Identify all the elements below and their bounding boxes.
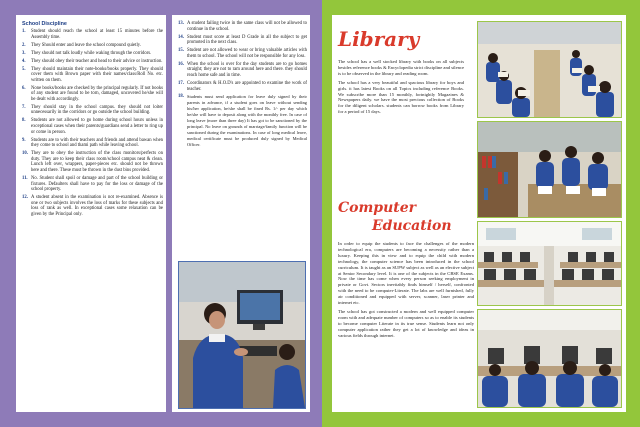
discipline-rule	[178, 21, 307, 32]
rule-text: They are to obey the instruction of the class monitors/perfects on duty. They are to keep their class room/school campus neat & clean. Lunch left over, wrappers, paper-pieces etc. should not be thrown here and there. These must be thrown in the dust bins provided.	[31, 151, 163, 173]
students-using-computer-photo	[178, 261, 306, 409]
discipline-column-2	[172, 15, 310, 412]
discipline-rule	[178, 62, 307, 79]
rule-text: Students must send application for leave duly signed by their parents in advance, if a student goes on leave without sending his/her application, he/she shall be fined Rs. 1/- per day which he/she will have to deposit along with the monthly free. In case of long leave (more than three day) It has got to be sanctioned by the principal. No leave on grounds of marriage/family function will be sanctioned during the examinations. In case of long medical leave, medical certificate must be produced duly signed by Medical Officer.	[187, 94, 307, 147]
rule-number: 16.	[178, 61, 184, 67]
rule-number: 2.	[22, 42, 26, 48]
rule-text: Students are not allowed to go home during school hours unless in exceptional cases when their parents/guardians send a letter to ring up or come in person.	[31, 118, 163, 135]
computer-education-paragraph: In order to equip the students to face the challenges of the modern technological era, computers are becoming a necessity rather than a luxury. Keeping this in view and to equip the child with modern technology, the computer science has been introduced in the school curriculum. It is taught as an SUPW subject as well as an elective subject at Senior Secondary level. It is one of the subjects in the CBSE Exams. Now the time has come when every person seeking employment in private or Govt. Sectors inevitably finds himself / herself, confronted with the need to be computer-Literate. The labs are well furnished, fully air conditioned and equipped with server, scanner, laser printer and internet etc.	[338, 241, 474, 306]
computer-lab-photo	[477, 221, 622, 306]
rule-number: 10.	[22, 151, 28, 157]
rule-text: When the school is over for the day students are to go homes straight; they are not to ram around here and there. they should reach home safe and in time.	[187, 61, 307, 78]
rule-text: Student are not allowed to wear or bring valuable articles with them to school. The school will not be responsible for any loss.	[187, 48, 307, 59]
discipline-rule	[22, 138, 163, 149]
rule-number: 11.	[22, 175, 28, 181]
library-computer-panel	[332, 15, 626, 412]
library-text	[338, 59, 464, 118]
rule-number: 4.	[22, 58, 26, 64]
discipline-rule	[178, 81, 307, 92]
discipline-rule	[22, 29, 163, 40]
rule-number: 5.	[22, 66, 26, 72]
discipline-rule	[22, 195, 163, 217]
library-heading: Library	[338, 27, 420, 51]
rule-text: Student must score at least D Grade in all the subject to get promoted in the next class.	[187, 34, 307, 46]
discipline-rule	[178, 94, 307, 147]
discipline-rule	[22, 67, 163, 84]
computer-students-photo	[477, 309, 622, 408]
rule-number: 9.	[22, 137, 26, 143]
computer-education-heading-line1: Computer	[338, 200, 417, 216]
rule-text: A student failing twice in the same class will not be allowed to continue in the school.	[187, 21, 307, 32]
rule-number: 7.	[22, 104, 26, 110]
discipline-rule	[178, 35, 307, 46]
library-students-photo	[477, 121, 622, 218]
rule-text: Coordinators & H.O.D's are appointed to examine the work of teacher.	[187, 80, 307, 92]
rule-number: 14.	[178, 34, 184, 40]
discipline-rule	[22, 176, 163, 193]
rule-text: They should maintain their note-books/books properly. They should cover them with Brown paper with their names/class/Roll No. etc. written on them.	[31, 66, 163, 83]
discipline-rule	[22, 151, 163, 173]
rule-number: 12.	[22, 195, 28, 201]
rule-number: 3.	[22, 50, 26, 56]
rule-text: Students are to with their teachers and friends and attend bawan when they come to school and thami path while leaving school.	[31, 137, 163, 149]
discipline-rule	[22, 105, 163, 116]
rule-number: 17.	[178, 80, 184, 86]
discipline-rule	[22, 43, 163, 49]
rule-text: They should stay in the school campus. they should not loiter unnecessarily in the corridors or go outside the school building.	[31, 104, 163, 116]
library-paragraph: The school has a very beautiful and spacious library for boys and girls. it has latest Books on all Topics including reference Books. We subscribe more than 15 monthly, fortnightly Magazines & Newspapers daily. we have the most precious collection of Books for the diligent scholars. students can borrow books from Library for a period of 15 days.	[338, 79, 464, 115]
rule-text: No. Student shall spoil or damage and part of the school building or fixtures. Defaulters shall have to pay for the loss or damage of the school property.	[31, 175, 163, 193]
library-reading-photo	[477, 21, 622, 118]
discipline-column-1	[16, 15, 166, 412]
computer-education-paragraph: The school has got constructed a modern and well equipped computer room with and adequate number of computers so as to enable its students to become computer Literate in its true sense. Students learn not only computer application rather they get a lot of knowledge and ideas in various fields through internet.	[338, 308, 474, 338]
discipline-rule	[22, 86, 163, 103]
rule-number: 13.	[178, 21, 184, 26]
library-paragraph: The school has a well stocked library with books on all subjects besides reference books & Encyclopedia strict discipline and silence is to be observed in the library and reading room.	[338, 59, 464, 76]
rule-text: Student should reach the school at least 15 minutes before the Assembly time.	[31, 29, 163, 40]
discipline-rules-list-2	[172, 21, 310, 148]
school-discipline-title: School Discipline	[22, 21, 67, 27]
rule-text: None books/books are checked by the principal regularly. If not books of any student are found to be torn, damaged, uncovered he/she will be dealt with accordingly.	[31, 85, 163, 102]
rule-number: 8.	[22, 118, 26, 124]
discipline-rule	[22, 118, 163, 135]
discipline-rule	[178, 48, 307, 59]
rule-text: They Should enter and leave the school compound quietly.	[31, 42, 141, 48]
rule-text: They should obey their teacher and head to their advice or instruction.	[31, 58, 163, 64]
rule-number: 18.	[178, 94, 184, 100]
rule-number: 6.	[22, 85, 26, 91]
rule-number: 15.	[178, 48, 184, 54]
rule-text: A student absent in the examination is not re-examined. Absence is one or two subjects involves the loss of marks for these subjects and loss of rank as well. In exceptional cases some relaxation can be given by the Principal only.	[31, 195, 163, 217]
computer-education-text	[338, 241, 474, 342]
discipline-rule	[22, 51, 163, 57]
computer-education-heading-line2: Education	[372, 218, 452, 234]
rule-text: They should not talk loudly while waking through the corridors.	[31, 50, 152, 56]
discipline-rule	[22, 59, 163, 65]
discipline-rules-list-1	[16, 29, 166, 218]
rule-number: 1.	[22, 29, 26, 34]
